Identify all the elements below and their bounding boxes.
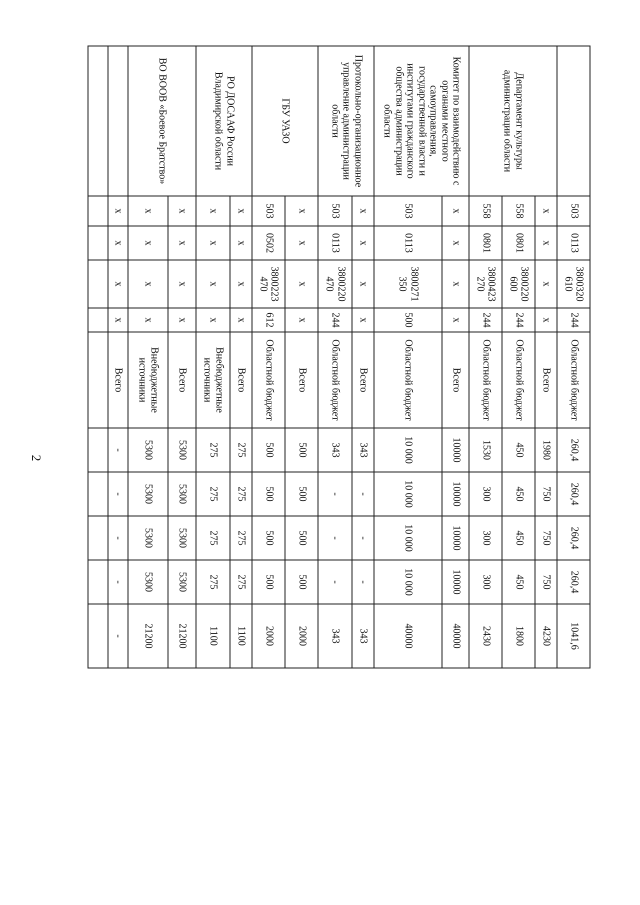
csr-cell: 3800271 350 — [374, 260, 442, 308]
total-cell: 1041,6 — [557, 604, 590, 668]
grbs-cell: x — [230, 196, 252, 226]
year-value-cell: 5300 — [168, 516, 196, 560]
year-value-cell: 450 — [502, 516, 535, 560]
src-cell: Областной бюджет — [557, 332, 590, 428]
organization-cell — [88, 46, 108, 196]
grbs-cell: 503 — [252, 196, 285, 226]
table-row — [230, 46, 252, 668]
table-row — [88, 46, 108, 668]
year-value-cell: - — [318, 516, 352, 560]
organization-cell — [557, 46, 590, 196]
total-cell: 2000 — [252, 604, 285, 668]
year-value-cell: 10 000 — [374, 428, 442, 472]
src-cell: Всего — [108, 332, 128, 428]
csr-cell: x — [196, 260, 230, 308]
year-value-cell: 300 — [469, 516, 502, 560]
year-value-cell: 750 — [535, 560, 557, 604]
year-value-cell: 275 — [196, 428, 230, 472]
year-value-cell — [88, 560, 108, 604]
vr-cell — [88, 308, 108, 332]
csr-cell: x — [168, 260, 196, 308]
rz-cell: x — [196, 226, 230, 260]
year-value-cell: 450 — [502, 472, 535, 516]
table-row — [285, 46, 318, 668]
csr-cell: x — [535, 260, 557, 308]
total-cell: - — [108, 604, 128, 668]
total-cell: 4230 — [535, 604, 557, 668]
organization-cell: ВО ВООВ «Боевое Братство» — [128, 46, 196, 196]
year-value-cell: 5300 — [168, 428, 196, 472]
year-value-cell: 275 — [196, 516, 230, 560]
year-value-cell: 343 — [352, 428, 374, 472]
grbs-cell: 503 — [374, 196, 442, 226]
grbs-cell: 558 — [502, 196, 535, 226]
rz-cell: x — [352, 226, 374, 260]
total-cell: 343 — [318, 604, 352, 668]
src-cell: Всего — [535, 332, 557, 428]
year-value-cell: 500 — [252, 560, 285, 604]
year-value-cell: - — [108, 428, 128, 472]
total-cell: 343 — [352, 604, 374, 668]
vr-cell: x — [196, 308, 230, 332]
csr-cell: x — [285, 260, 318, 308]
src-cell: Внебюджетные источники — [128, 332, 168, 428]
src-cell: Областной бюджет — [252, 332, 285, 428]
year-value-cell: 1980 — [535, 428, 557, 472]
total-cell: 21200 — [128, 604, 168, 668]
src-cell: Всего — [442, 332, 469, 428]
grbs-cell: 558 — [469, 196, 502, 226]
year-value-cell: 343 — [318, 428, 352, 472]
year-value-cell: 500 — [252, 516, 285, 560]
year-value-cell: 500 — [285, 428, 318, 472]
year-value-cell: 5300 — [168, 560, 196, 604]
year-value-cell: 500 — [285, 472, 318, 516]
grbs-cell: x — [352, 196, 374, 226]
vr-cell: 244 — [469, 308, 502, 332]
year-value-cell: 275 — [230, 560, 252, 604]
year-value-cell: 500 — [285, 516, 318, 560]
table-row — [352, 46, 374, 668]
rz-cell: 0113 — [318, 226, 352, 260]
year-value-cell: - — [108, 472, 128, 516]
total-cell: 40000 — [442, 604, 469, 668]
year-value-cell: - — [318, 472, 352, 516]
year-value-cell: 10 000 — [374, 560, 442, 604]
year-value-cell: - — [352, 472, 374, 516]
csr-cell: 3800220 470 — [318, 260, 352, 308]
year-value-cell: 5300 — [128, 472, 168, 516]
rz-cell: 0801 — [502, 226, 535, 260]
year-value-cell: 10000 — [442, 428, 469, 472]
total-cell: 21200 — [168, 604, 196, 668]
year-value-cell: 450 — [502, 428, 535, 472]
grbs-cell: x — [128, 196, 168, 226]
table-row — [108, 46, 128, 668]
src-cell: Внебюджетные источники — [196, 332, 230, 428]
year-value-cell: 10 000 — [374, 472, 442, 516]
year-value-cell: 750 — [535, 472, 557, 516]
vr-cell: x — [108, 308, 128, 332]
year-value-cell: 500 — [252, 428, 285, 472]
src-cell: Всего — [352, 332, 374, 428]
csr-cell: 3800423 270 — [469, 260, 502, 308]
vr-cell: 500 — [374, 308, 442, 332]
year-value-cell — [88, 516, 108, 560]
csr-cell: x — [230, 260, 252, 308]
rz-cell: x — [442, 226, 469, 260]
vr-cell: x — [442, 308, 469, 332]
year-value-cell: 300 — [469, 472, 502, 516]
grbs-cell — [88, 196, 108, 226]
total-cell: 2430 — [469, 604, 502, 668]
year-value-cell: 275 — [230, 428, 252, 472]
year-value-cell: 275 — [196, 472, 230, 516]
rz-cell: x — [168, 226, 196, 260]
year-value-cell: 750 — [535, 516, 557, 560]
vr-cell: x — [352, 308, 374, 332]
year-value-cell: 1530 — [469, 428, 502, 472]
src-cell: Всего — [168, 332, 196, 428]
vr-cell: x — [230, 308, 252, 332]
vr-cell: 244 — [557, 308, 590, 332]
year-value-cell: 5300 — [168, 472, 196, 516]
organization-cell: Департамент культуры администрации области — [469, 46, 557, 196]
year-value-cell: 275 — [196, 560, 230, 604]
rz-cell — [88, 226, 108, 260]
rz-cell: x — [230, 226, 252, 260]
rz-cell: 0113 — [374, 226, 442, 260]
vr-cell: x — [168, 308, 196, 332]
csr-cell — [88, 260, 108, 308]
year-value-cell: - — [108, 516, 128, 560]
year-value-cell: 500 — [252, 472, 285, 516]
total-cell: 1100 — [230, 604, 252, 668]
table-row — [535, 46, 557, 668]
vr-cell: x — [128, 308, 168, 332]
total-cell — [88, 604, 108, 668]
total-cell: 1800 — [502, 604, 535, 668]
csr-cell: 3800220 600 — [502, 260, 535, 308]
vr-cell: x — [285, 308, 318, 332]
rz-cell: x — [535, 226, 557, 260]
src-cell: Областной бюджет — [502, 332, 535, 428]
src-cell: Областной бюджет — [374, 332, 442, 428]
year-value-cell: 260,4 — [557, 560, 590, 604]
year-value-cell: - — [352, 560, 374, 604]
rz-cell: x — [128, 226, 168, 260]
year-value-cell: 5300 — [128, 560, 168, 604]
year-value-cell: 275 — [230, 472, 252, 516]
grbs-cell: x — [442, 196, 469, 226]
year-value-cell: 450 — [502, 560, 535, 604]
organization-cell: РО ДОСААФ России Владимирской области — [196, 46, 252, 196]
csr-cell: x — [108, 260, 128, 308]
organization-cell: Протокольно-организационное управление администрации области — [318, 46, 374, 196]
grbs-cell: 503 — [318, 196, 352, 226]
table-row — [442, 46, 469, 668]
year-value-cell: 260,4 — [557, 428, 590, 472]
vr-cell: 244 — [318, 308, 352, 332]
src-cell: Областной бюджет — [469, 332, 502, 428]
rz-cell: 0801 — [469, 226, 502, 260]
year-value-cell: 10000 — [442, 560, 469, 604]
total-cell: 40000 — [374, 604, 442, 668]
grbs-cell: 503 — [557, 196, 590, 226]
organization-cell: ГБУ УАЗО — [252, 46, 318, 196]
csr-cell: 3800320 610 — [557, 260, 590, 308]
budget-table — [88, 46, 591, 669]
src-cell: Областной бюджет — [318, 332, 352, 428]
total-cell: 2000 — [285, 604, 318, 668]
year-value-cell: - — [352, 516, 374, 560]
year-value-cell: 275 — [230, 516, 252, 560]
year-value-cell: 500 — [285, 560, 318, 604]
year-value-cell: 300 — [469, 560, 502, 604]
vr-cell: x — [535, 308, 557, 332]
csr-cell: x — [442, 260, 469, 308]
year-value-cell: 10000 — [442, 472, 469, 516]
year-value-cell: 5300 — [128, 516, 168, 560]
table-row — [168, 46, 196, 668]
year-value-cell: - — [318, 560, 352, 604]
grbs-cell: x — [108, 196, 128, 226]
budget-table-body — [88, 46, 590, 668]
year-value-cell: 10 000 — [374, 516, 442, 560]
csr-cell: 3800223 470 — [252, 260, 285, 308]
grbs-cell: x — [196, 196, 230, 226]
grbs-cell: x — [535, 196, 557, 226]
csr-cell: x — [128, 260, 168, 308]
csr-cell: x — [352, 260, 374, 308]
src-cell — [88, 332, 108, 428]
total-cell: 1100 — [196, 604, 230, 668]
year-value-cell: - — [108, 560, 128, 604]
grbs-cell: x — [168, 196, 196, 226]
organization-cell: Комитет по взаимодействию с органами местного самоуправления, государственной власти и институтами гражданского общества администрации области — [374, 46, 469, 196]
table-row — [557, 46, 590, 668]
year-value-cell: 260,4 — [557, 472, 590, 516]
page-number: 2 — [29, 454, 44, 462]
rotated-table-container — [88, 46, 590, 668]
organization-cell — [108, 46, 128, 196]
year-value-cell: 10000 — [442, 516, 469, 560]
src-cell: Всего — [230, 332, 252, 428]
vr-cell: 244 — [502, 308, 535, 332]
vr-cell: 612 — [252, 308, 285, 332]
rz-cell: 0113 — [557, 226, 590, 260]
year-value-cell: 260,4 — [557, 516, 590, 560]
rz-cell: x — [108, 226, 128, 260]
rz-cell: x — [285, 226, 318, 260]
src-cell: Всего — [285, 332, 318, 428]
year-value-cell — [88, 428, 108, 472]
year-value-cell: 5300 — [128, 428, 168, 472]
year-value-cell — [88, 472, 108, 516]
rz-cell: 0502 — [252, 226, 285, 260]
grbs-cell: x — [285, 196, 318, 226]
